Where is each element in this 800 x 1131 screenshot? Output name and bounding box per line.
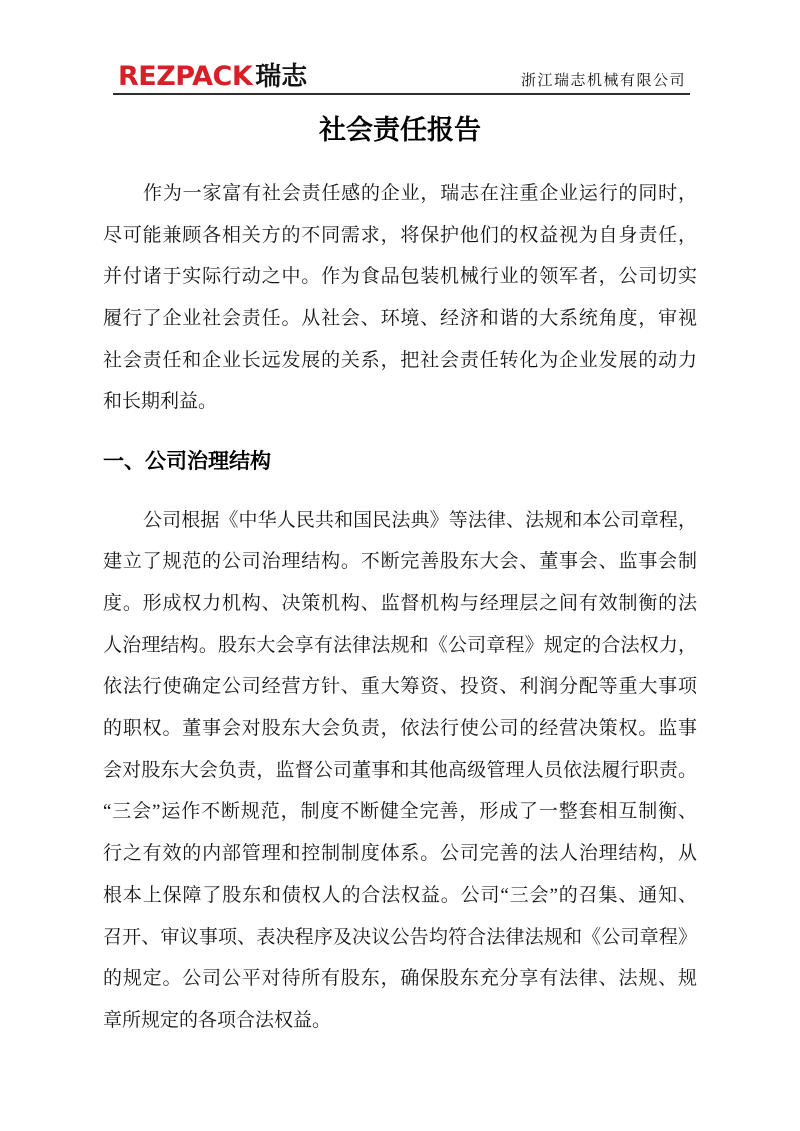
section-heading: 一、公司治理结构 (103, 448, 271, 473)
logo-ruizhi-text: 瑞志 (255, 62, 308, 92)
paragraph-line: 根本上保障了股东和债权人的合法权益。公司“三会”的召集、通知、 (103, 884, 697, 906)
logo-rezpack-wordmark: REZPACK (118, 61, 253, 92)
paragraph-line: 建立了规范的公司治理结构。不断完善股东大会、董事会、监事会制 (103, 551, 697, 573)
paragraph-line: 度。形成权力机构、决策机构、监督机构与经理层之间有效制衡的法 (103, 593, 697, 615)
company-logo (118, 63, 307, 91)
paragraph-line: 履行了企业社会责任。从社会、环境、经济和谐的大系统角度，审视 (103, 308, 697, 330)
document-body (103, 173, 697, 1042)
paragraph-line: 并付诸于实际行动之中。作为食品包装机械行业的领军者，公司切实 (103, 266, 697, 288)
intro-paragraph (103, 173, 697, 423)
paragraph-line: 社会责任和企业长远发展的关系，把社会责任转化为企业发展的动力 (103, 349, 697, 371)
paragraph-line: 召开、审议事项、表决程序及决议公告均符合法律法规和《公司章程》 (103, 926, 697, 948)
page-header (113, 55, 690, 95)
paragraph-line: 作为一家富有社会责任感的企业，瑞志在注重企业运行的同时， (143, 183, 697, 204)
paragraph-line: 尽可能兼顾各相关方的不同需求，将保护他们的权益视为自身责任， (103, 224, 697, 246)
paragraph-line: 章所规定的各项合法权益。 (103, 1009, 332, 1031)
paragraph-line: 的规定。公司公平对待所有股东，确保股东充分享有法律、法规、规 (103, 968, 697, 990)
paragraph-line: 的职权。董事会对股东大会负责，依法行使公司的经营决策权。监事 (103, 718, 697, 740)
paragraph-line: 公司根据《中华人民共和国民法典》等法律、法规和本公司章程， (143, 509, 697, 531)
company-name: 浙江瑞志机械有限公司 (520, 73, 686, 89)
paragraph-line: 人治理结构。股东大会享有法律法规和《公司章程》规定的合法权力， (103, 634, 697, 656)
paragraph-line: 行之有效的内部管理和控制制度体系。公司完善的法人治理结构，从 (103, 843, 697, 865)
paragraph-line: 和长期利益。 (103, 391, 218, 413)
paragraph-line: 依法行使确定公司经营方针、重大筹资、投资、利润分配等重大事项 (103, 676, 697, 698)
paragraph-line: “三会”运作不断规范，制度不断健全完善，形成了一整套相互制衡、 (103, 801, 697, 823)
document-title: 社会责任报告 (319, 115, 481, 145)
governance-paragraph (103, 500, 697, 1042)
paragraph-line: 会对股东大会负责，监督公司董事和其他高级管理人员依法履行职责。 (103, 759, 697, 781)
